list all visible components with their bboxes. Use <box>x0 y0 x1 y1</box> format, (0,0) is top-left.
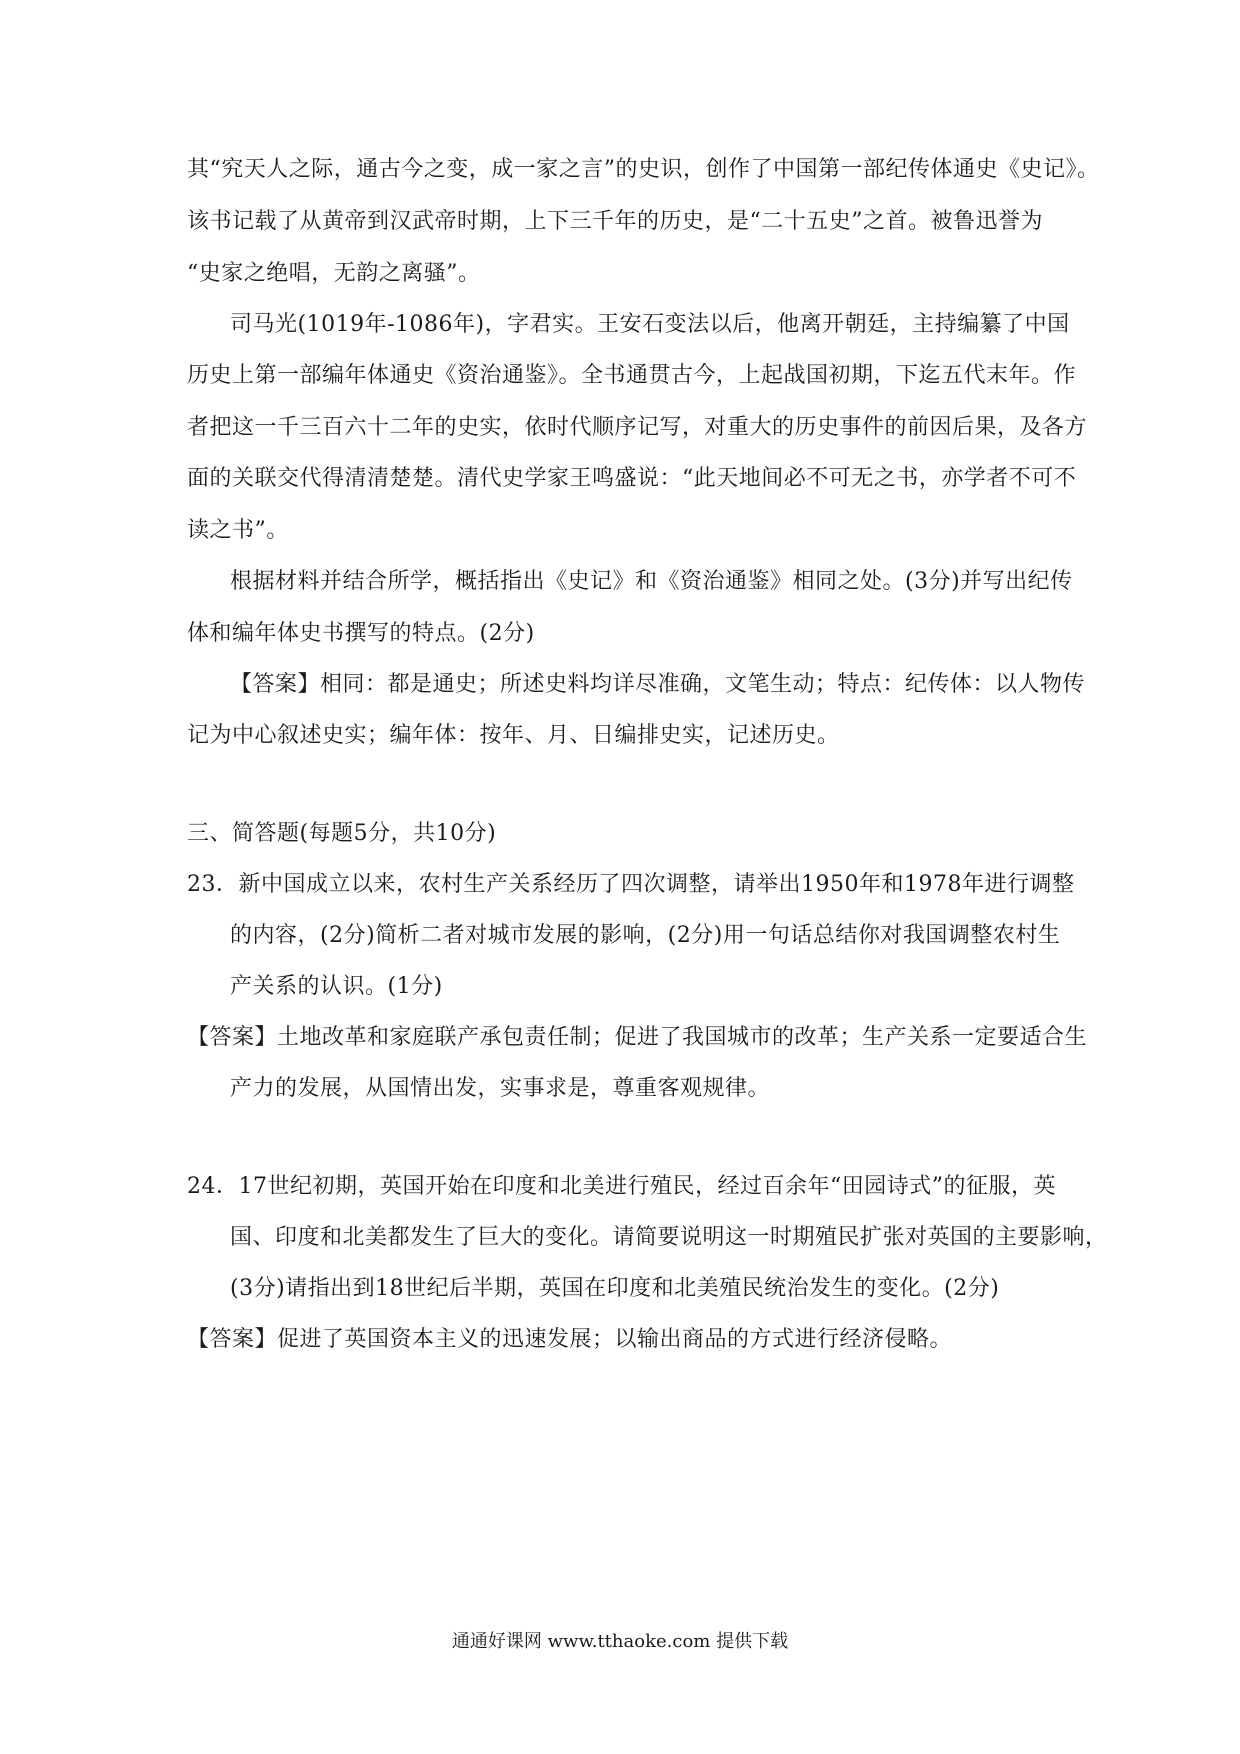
text-line: 【答案】促进了英国资本主义的迅速发展；以输出商品的方式进行经济侵略。 <box>187 1327 953 1352</box>
text-line: 国、印度和北美都发生了巨大的变化。请简要说明这一时期殖民扩张对英国的主要影响， <box>230 1225 1108 1250</box>
text-line: 体和编年体史书撰写的特点。(2分) <box>187 621 535 646</box>
text-line: 【答案】相同：都是通史；所述史料均详尽准确，文笔生动；特点：纪传体：以人物传 <box>230 672 1086 697</box>
text-line: 根据材料并结合所学，概括指出《史记》和《资治通鉴》相同之处。(3分)并写出纪传 <box>230 569 1073 594</box>
text-line: “史家之绝唱，无韵之离骚”。 <box>187 261 481 286</box>
text-line: 司马光(1019年-1086年)，字君实。王安石变法以后，他离开朝廷，主持编纂了中国 <box>230 312 1070 337</box>
text-line: 记为中心叙述史实；编年体：按年、月、日编排史实，记述历史。 <box>187 723 840 748</box>
section-heading: 三、简答题(每题5分，共10分) <box>187 821 497 846</box>
text-line: 24．17世纪初期，英国开始在印度和北美进行殖民，经过百余年“田园诗式”的征服，英 <box>187 1174 1056 1199</box>
text-line: 【答案】土地改革和家庭联产承包责任制；促进了我国城市的改革；生产关系一定要适合生 <box>187 1025 1088 1050</box>
text-line: 的内容，(2分)简析二者对城市发展的影响，(2分)用一句话总结你对我国调整农村生 <box>230 923 1061 948</box>
text-line: 面的关联交代得清清楚楚。清代史学家王鸣盛说：“此天地间必不可无之书，亦学者不可不 <box>187 466 1077 491</box>
footer-download-notice: 通通好课网 www.tthaoke.com 提供下载 <box>451 1631 789 1652</box>
text-line: 23．新中国成立以来，农村生产关系经历了四次调整，请举出1950年和1978年进行调整 <box>187 872 1075 897</box>
text-line: (3分)请指出到18世纪后半期，英国在印度和北美殖民统治发生的变化。(2分) <box>230 1276 1000 1301</box>
text-line: 产关系的认识。(1分) <box>230 974 443 999</box>
text-line: 者把这一千三百六十二年的史实，依时代顺序记写，对重大的历史事件的前因后果，及各方 <box>187 415 1088 440</box>
text-line: 历史上第一部编年体通史《资治通鉴》。全书通贯古今，上起战国初期，下迄五代末年。作 <box>187 363 1077 388</box>
text-line: 其“究天人之际，通古今之变，成一家之言”的史识，创作了中国第一部纪传体通史《史记》。 <box>187 157 1100 182</box>
text-line: 读之书”。 <box>187 518 289 543</box>
text-line: 产力的发展，从国情出发，实事求是，尊重客观规律。 <box>230 1076 771 1101</box>
text-line: 该书记载了从黄帝到汉武帝时期，上下三千年的历史，是“二十五史”之首。被鲁迅誉为 <box>187 209 1043 234</box>
